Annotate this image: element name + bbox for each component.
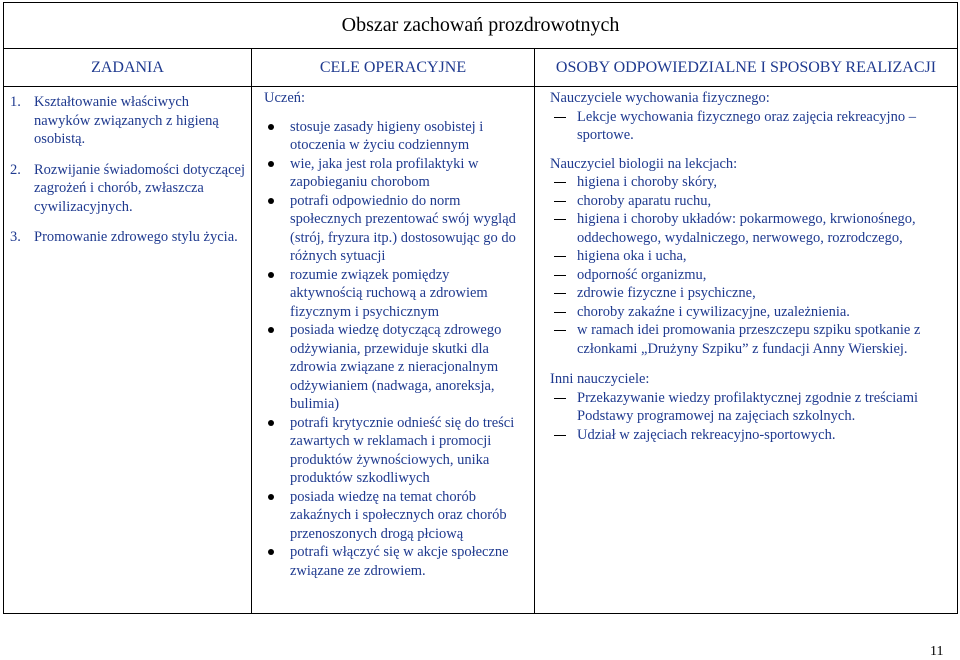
bullet-icon <box>268 549 274 555</box>
bullet-icon <box>268 420 274 426</box>
responsible-text: Udział w zajęciach rekreacyjno-sportowych. <box>577 426 836 443</box>
tasks-cell <box>4 87 252 614</box>
responsible-item <box>550 389 951 426</box>
page-number: 11 <box>930 644 944 659</box>
bullet-icon <box>268 124 274 130</box>
task-text: Kształtowanie właściwych nawyków związanych z higieną osobistą. <box>34 94 219 147</box>
dash-icon <box>554 275 566 276</box>
pe-teachers-list <box>550 108 951 145</box>
objective-text: potrafi krytycznie odnieść się do treści zawartych w reklamach i promocji produktów żywnościowych, unika produktów szkodliwych <box>290 414 515 486</box>
responsible-text: odporność organizmu, <box>577 266 707 283</box>
responsible-text: zdrowie fizyczne i psychiczne, <box>577 285 756 301</box>
task-text: Promowanie zdrowego stylu życia. <box>34 229 238 245</box>
task-text: Rozwijanie świadomości dotyczącej zagrożeń i chorób, zwłaszcza cywilizacyjnych. <box>34 161 245 215</box>
section-title: Obszar zachowań prozdrowotnych <box>4 3 958 49</box>
dash-icon <box>554 293 566 294</box>
objective-item <box>264 266 524 322</box>
responsible-item <box>550 192 951 211</box>
dash-icon <box>554 312 566 313</box>
objective-item <box>264 321 524 414</box>
objective-text: potrafi włączyć się w akcje społeczne związane ze zdrowiem. <box>290 544 509 579</box>
objectives-lead: Uczeń: <box>264 90 306 106</box>
dash-icon <box>554 219 566 220</box>
objective-item <box>264 118 524 155</box>
dash-icon <box>554 256 566 257</box>
task-item <box>10 161 247 217</box>
responsible-text: higiena oka i ucha, <box>577 248 687 264</box>
header-responsible: OSOBY ODPOWIEDZIALNE I SPOSOBY REALIZACJI <box>535 49 958 87</box>
other-teachers-list <box>550 389 951 445</box>
responsible-text: higiena i choroby skóry, <box>577 174 718 190</box>
task-item <box>10 228 247 247</box>
dash-icon <box>554 117 566 118</box>
objective-text: posiada wiedzę na temat chorób zakaźnych i społecznych oraz chorób przenoszonych drogą płciową <box>290 488 507 542</box>
responsible-item <box>550 266 951 285</box>
bullet-icon <box>268 161 274 167</box>
bullet-icon <box>268 494 274 500</box>
task-number: 2. <box>10 161 21 178</box>
objective-item <box>264 488 524 544</box>
objectives-list <box>264 118 524 581</box>
bullet-icon <box>268 198 274 204</box>
responsible-cell <box>535 87 958 614</box>
responsible-item <box>550 108 951 145</box>
responsible-text: choroby zakaźne i cywilizacyjne, uzależnienia. <box>577 303 850 320</box>
responsible-text: choroby aparatu ruchu, <box>577 192 712 209</box>
dash-icon <box>554 201 566 202</box>
objectives-cell <box>252 87 535 614</box>
header-objectives: CELE OPERACYJNE <box>252 49 535 87</box>
biology-list <box>550 173 951 358</box>
group-title-biology-teacher: Nauczyciel biologii na lekcjach: <box>550 155 738 172</box>
bullet-icon <box>268 327 274 333</box>
bullet-icon <box>268 272 274 278</box>
task-number: 1. <box>10 94 21 110</box>
responsible-text: Lekcje wychowania fizycznego oraz zajęcia rekreacyjno – sportowe. <box>577 108 916 143</box>
dash-icon <box>554 398 566 399</box>
group-title-pe-teachers: Nauczyciele wychowania fizycznego: <box>550 90 770 106</box>
objective-text: rozumie związek pomiędzy aktywnością ruchową a zdrowiem fizycznym i psychicznym <box>290 266 488 320</box>
responsible-text: Przekazywanie wiedzy profilaktycznej zgodnie z treściami Podstawy programowej na zajęciach szkolnych. <box>577 389 918 424</box>
objective-text: wie, jaka jest rola profilaktyki w zapobieganiu chorobom <box>290 155 479 190</box>
dash-icon <box>554 182 566 183</box>
dash-icon <box>554 435 566 436</box>
responsible-item <box>550 303 951 322</box>
objective-item <box>264 414 524 488</box>
responsible-item <box>550 247 951 266</box>
responsible-text: w ramach idei promowania przeszczepu szpiku spotkanie z członkami „Drużyny Szpiku” z fundacji Anny Wierskiej. <box>577 322 921 357</box>
objective-item <box>264 192 524 266</box>
responsible-item <box>550 284 951 303</box>
responsible-item <box>550 426 951 445</box>
tasks-list <box>10 93 247 247</box>
responsible-item <box>550 210 951 247</box>
dash-icon <box>554 330 566 331</box>
objective-text: posiada wiedzę dotyczącą zdrowego odżywiania, przewiduje skutki dla zdrowia związane z nieracjonalnym odżywianiem (nadwaga, anoreksja, bulimia) <box>290 322 502 412</box>
objective-text: stosuje zasady higieny osobistej i otoczenia w życiu codziennym <box>290 118 484 153</box>
program-table <box>3 2 958 614</box>
task-item <box>10 93 247 149</box>
responsible-item <box>550 173 951 192</box>
responsible-text: higiena i choroby układów: pokarmowego, krwionośnego, oddechowego, wydalniczego, nerwowego, rozrodczego, <box>577 211 916 246</box>
task-number: 3. <box>10 229 21 245</box>
objective-item <box>264 543 524 580</box>
header-tasks: ZADANIA <box>4 49 252 87</box>
objective-text: potrafi odpowiednio do norm społecznych prezentować swój wygląd (strój, fryzura itp.) dostosowując go do różnych sytuacji <box>290 192 516 264</box>
objective-item <box>264 155 524 192</box>
group-title-other-teachers: Inni nauczyciele: <box>550 371 650 387</box>
responsible-item <box>550 321 951 358</box>
